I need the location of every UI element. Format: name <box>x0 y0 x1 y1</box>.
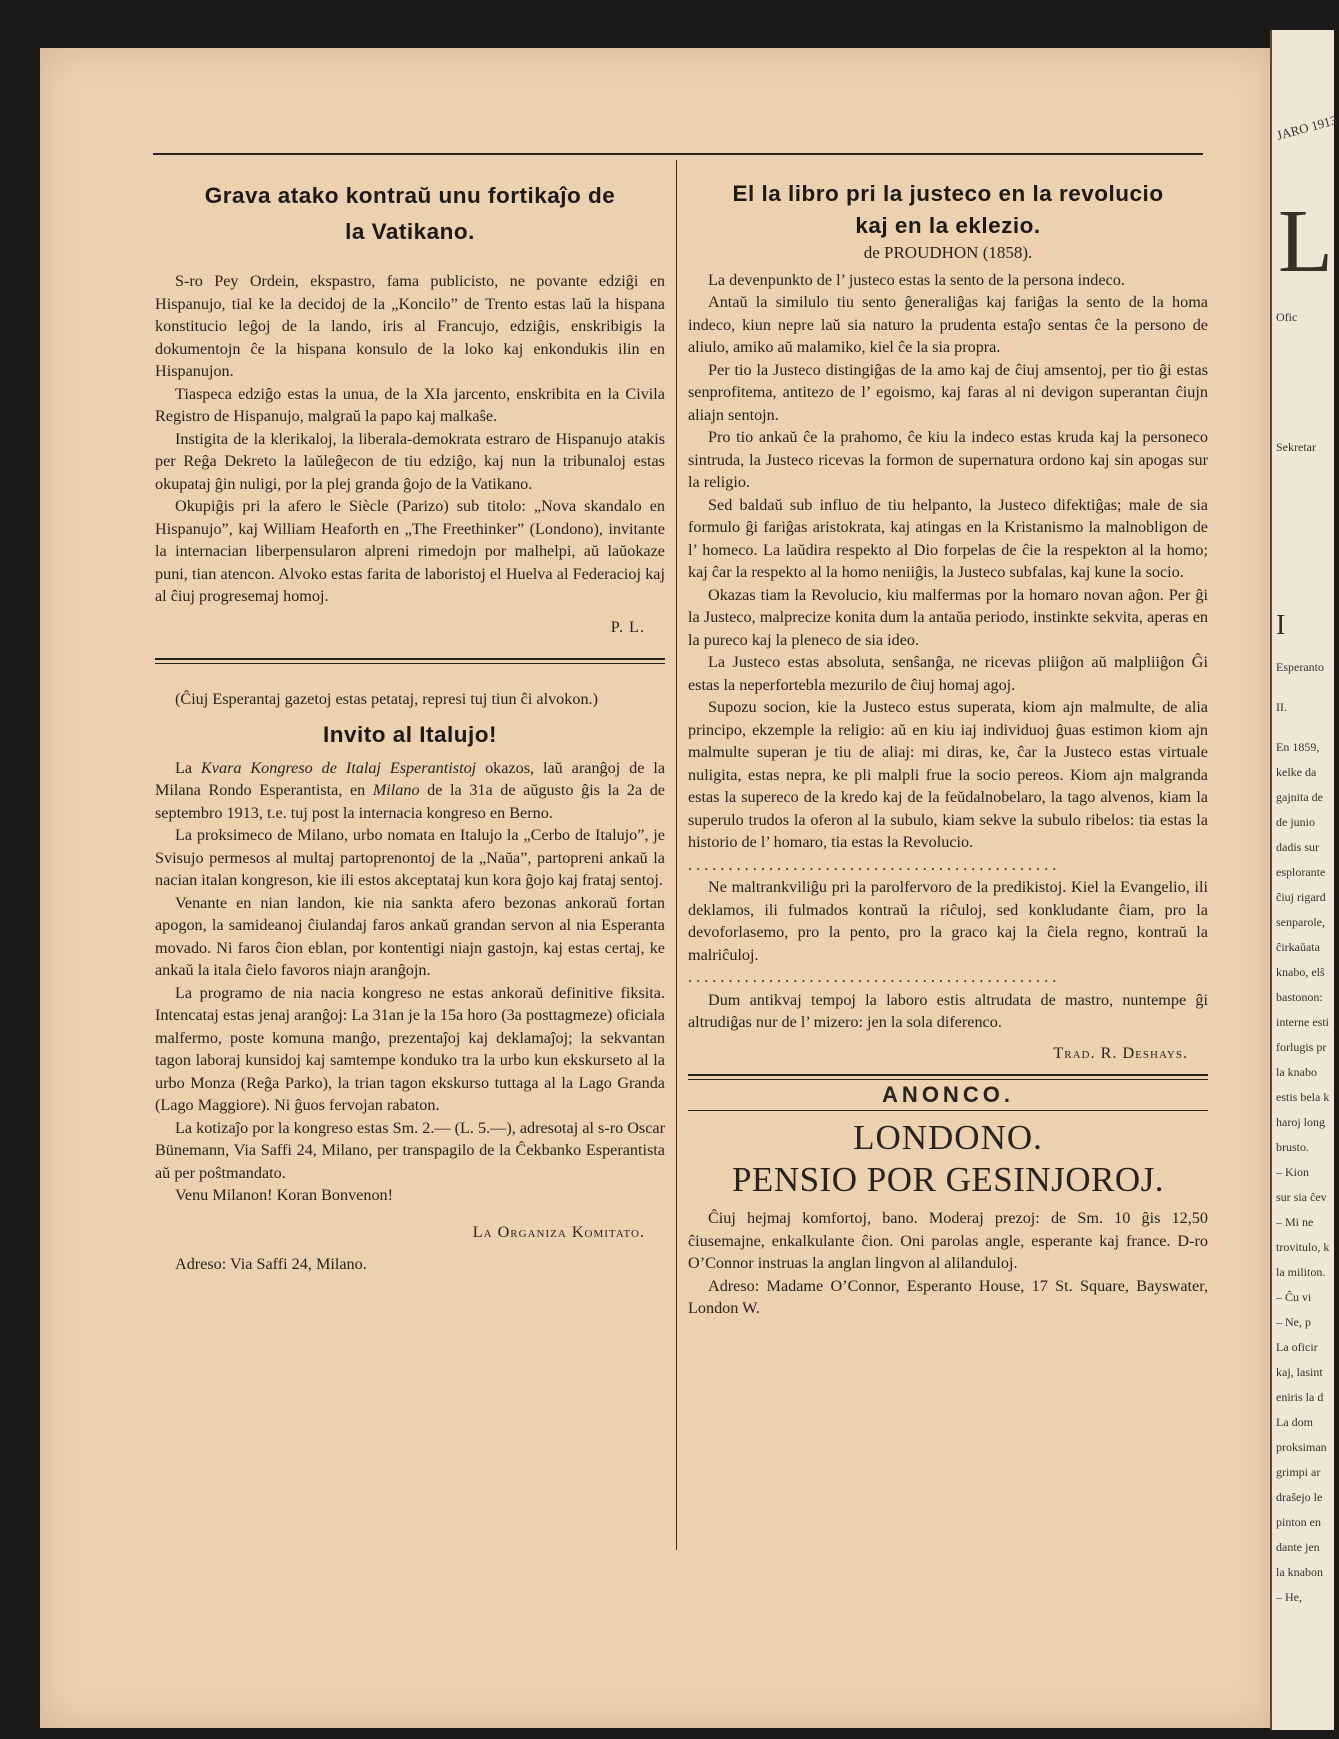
byline: de PROUDHON (1858). <box>863 243 1033 262</box>
top-rule <box>153 153 1203 155</box>
paragraph: Dum antikvaj tempoj la laboro estis altrudata de mastro, nuntempe ĝi altrudiĝas nur de l’ mizero: jen la sola diferenco. <box>688 990 1208 1031</box>
edge-text-fragment: La oficir <box>1276 1340 1318 1354</box>
edge-text-fragment: la knabon <box>1276 1565 1323 1579</box>
text: Kvara Kongreso de Italaj Esperantistoj <box>201 758 477 777</box>
edge-text-fragment: sur sia ĉev <box>1276 1190 1327 1204</box>
edge-text-fragment: haroj long <box>1276 1115 1325 1129</box>
ad-header: ANONCO. <box>882 1082 1014 1107</box>
edge-text-fragment: trovitulo, k <box>1276 1240 1330 1254</box>
ad-rule <box>688 1110 1208 1111</box>
paragraph: Sed baldaŭ sub influo de tiu helpanto, la Justeco difektiĝas; male de sia formulo ĝi fariĝas aristokrata, kaj atingas en la Kristanismo la malnobligon de l’ homeco. La laŭdira respekto al Dio forpelas de ĉie la respekton al la homo; kaj ĉar la respekto al la homo neniiĝis, la Justeco subfalas, kaj kune la socio. <box>688 495 1208 581</box>
edge-text-fragment: grimpi ar <box>1276 1465 1321 1479</box>
column-divider <box>676 160 677 1550</box>
edge-text-fragment: ĉirkaŭata <box>1276 940 1320 954</box>
paragraph: Pro tio ankaŭ ĉe la prahomo, ĉe kiu la indeco estas kruda kaj la personeco sintruda, la Justeco ricevas la formon de supernatura ordono kaj sin apogas sur la religio. <box>688 428 1208 491</box>
text: La <box>175 758 201 777</box>
ad-city: LONDONO. <box>853 1118 1043 1157</box>
paragraph: S-ro Pey Ordein, ekspastro, fama publicisto, ne povante edziĝi en Hispanujo, tial ke la decidoj de la „Koncilo” de Trento estas laŭ la hispana konstitucio leĝoj de la lando, iris al Francujo, edziĝis, enskribigis la dokumentojn ĉe la hispana konsulo de la loko kaj enkondukis ilin en Hispanujon. <box>155 272 665 380</box>
signature: Trad. R. Deshays. <box>1053 1043 1188 1062</box>
paragraph: Okazas tiam la Revolucio, kiu malfermas por la homaro novan aĝon. Per ĝi la Justeco, malprecize konita dum la antaŭa periodo, instinkte sekvita, aperas en la pureco kaj la pleneco de sia ideo. <box>688 585 1208 649</box>
paragraph: Per tio la Justeco distingiĝas de la amo kaj de ĉiuj amsentoj, per tio ĝi estas senprofitema, antitezo de l’ egoismo, kaj faras al ni devigon superantan ĉiujn aliajn sentojn. <box>688 360 1208 424</box>
adjacent-page-edge <box>1270 30 1339 1730</box>
edge-text-fragment: la knabo <box>1276 1065 1317 1079</box>
edge-text-fragment: de junio <box>1276 815 1315 829</box>
ad-paragraph: Ĉiuj hejmaj komfortoj, bano. Moderaj prezoj: de Sm. 10 ĝis 12,50 ĉiusemajne, enkalkulante ĉion. Oni parolas angle, esperante kaj france. D-ro O’Connor instruas la anglan lingvon al alilanduloj. <box>688 1209 1208 1272</box>
edge-text-fragment: draŝejo le <box>1276 1490 1323 1504</box>
edge-text-fragment: Esperanto <box>1276 660 1324 674</box>
edge-text-fragment: – Mi ne <box>1276 1215 1314 1229</box>
text: de la 31a de aŭgusto ĝis la 2a de septembro 1913, t.e. tuj post la internacia kongreso en Berno. <box>155 781 665 822</box>
edge-text-fragment: Ofic <box>1276 310 1298 324</box>
ellipsis-line: . . . . . . . . . . . . . . . . . . . . . . . . . . . . . . . . . . . . . . . . . . . . . . <box>688 968 1057 986</box>
title-line: Grava atako kontraŭ unu fortikaĵo de <box>204 183 616 208</box>
paragraph: La devenpunkto de l’ justeco estas la sento de la persona indeco. <box>708 270 1125 289</box>
note: (Ĉiuj Esperantaj gazetoj estas petataj, represi tuj tiun ĉi alvokon.) <box>175 690 598 708</box>
edge-text-fragment: Sekretar <box>1276 440 1316 454</box>
title-line: El la libro pri la justeco en la revolucio <box>732 181 1164 206</box>
title-line: kaj en la eklezio. <box>855 213 1041 238</box>
edge-text-fragment: esplorante <box>1276 865 1326 879</box>
edge-text-fragment: – Ĉu vi <box>1276 1290 1312 1304</box>
edge-text-fragment: En 1859, <box>1276 740 1320 754</box>
edge-text-fragment: interne esti <box>1276 1015 1329 1029</box>
ellipsis-line: . . . . . . . . . . . . . . . . . . . . . . . . . . . . . . . . . . . . . . . . . . . . . . <box>688 855 1057 874</box>
article-title: Invito al Italujo! <box>322 721 497 747</box>
edge-text-fragment: JARO 1913 <box>1274 112 1339 143</box>
ad-address: Adreso: Madame O’Connor, Esperanto House, 17 St. Square, Bayswater, London W. <box>688 1276 1208 1317</box>
paragraph: La programo de nia nacia kongreso ne estas ankoraŭ definitive fiksita. Intencataj estas jenaj aranĝoj: La 31an je la 15a horo (3a posttagmeze) oficiala malfermo, poste komuna manĝo, prezentaĵoj kaj deklamaĵoj; la sekvantan tagon laboraj kunsidoj kaj samtempe konduko tra la urbo kun ekskurseto al la urbo Monza (Reĝa Parko), la trian tagon ekskurso tuttaga al la Lago Granda (Lago Maggiore). Ni ĝuos fervojan rabaton. <box>155 983 665 1114</box>
edge-text-fragment: kaj, lasint <box>1276 1365 1323 1379</box>
paragraph: Antaŭ la similulo tiu sento ĝeneraliĝas kaj fariĝas la sento de la homa indeco, kiun nepre laŭ sia naturo la prudenta estaĵo sentas ĉe la persono de aliulo, amiko aŭ malamiko, kiel ĉe la sia propra. <box>688 293 1208 356</box>
edge-text-fragment: II. <box>1276 700 1287 714</box>
edge-text-fragment: ĉiuj rigard <box>1276 890 1326 904</box>
signature: P. L. <box>610 617 645 636</box>
ad-title: PENSIO POR GESINJOROJ. <box>731 1160 1165 1199</box>
paragraph: La Justeco estas absoluta, senŝanĝa, ne ricevas pliiĝon aŭ malpliiĝon Ĝi estas la neperfortebla mezurilo de ĉiuj homaj agoj. <box>688 653 1208 694</box>
edge-text-fragment: eniris la d <box>1276 1390 1324 1404</box>
edge-text-fragment: brusto. <box>1276 1140 1309 1154</box>
text: okazos, laŭ aranĝoj de la Milana Rondo Esperantista, en <box>155 758 666 799</box>
edge-text-fragment: – Ne, p <box>1276 1315 1311 1329</box>
edge-text-fragment: dadis sur <box>1276 840 1319 854</box>
edge-text-fragment: la militon. <box>1276 1265 1326 1279</box>
signature: La Organiza Komitato. <box>472 1222 645 1241</box>
paragraph: Supozu socion, kie la Justeco estus superata, kiom ajn malmulte, de alia principo, ekzemple la religio: aŭ en kiu iaj individuoj ĝuas estimon kiom ajn malmulte superan je tiu de aliaj: mi diras, ke, ĉar la Justeco estas virtuale nuligita, estas nepra, ke pli malpli frue la socio pereos. Kiom ajn malgranda estas la supereco de la kredo kaj de la feŭdalnobelaro, la tago alvenos, kiam la superulo trudos la oferon al la subulo, kiam sekve la subulo ribelos: tia estas la historio de l’ homaro, tia estas la Revolucio. <box>688 698 1208 851</box>
address: Adreso: Via Saffi 24, Milano. <box>175 1255 367 1273</box>
edge-text-fragment: proksiman <box>1276 1440 1327 1454</box>
edge-text-fragment: estis bela k <box>1276 1090 1330 1104</box>
left-column <box>155 178 665 1276</box>
paragraph: Instigita de la klerikaloj, la liberala-demokrata estraro de Hispanujo atakis per Reĝa Dekreto la laŭleĝecon de tiu edziĝo, kaj nun la tribunaloj estas okupataj ĝin nuligi, por la plej granda ĝojo de la Vatikano. <box>155 429 665 493</box>
text: Milano <box>372 781 420 799</box>
edge-text-fragment: forlugis pr <box>1276 1040 1327 1054</box>
edge-text-fragment: – Kion <box>1276 1165 1309 1179</box>
paragraph: Venu Milanon! Koran Bonvenon! <box>175 1186 394 1204</box>
edge-text-fragment: kelke da <box>1276 765 1317 779</box>
right-column <box>688 178 1208 1320</box>
paragraph: La proksimeco de Milano, urbo nomata en Italujo la „Cerbo de Italujo”, je Svisujo permesos al multaj partoprenontoj de la „Naŭa”, partopreni ankaŭ la nacian italan kongreson, kie ili estos akceptataj kun kora ĝojo kaj frataj sentoj. <box>155 826 665 889</box>
edge-text-fragment: L <box>1278 192 1333 291</box>
article-title <box>155 178 665 250</box>
paragraph: Okupiĝis pri la afero le Siècle (Parizo) sub titolo: „Nova skandalo en Hispanujo”, kaj William Heaforth en „The Freethinker” (Londono), invitante la internacian liberpensularon alpreni rimedojn por malhelpi, aŭ laŭokaze puni, tian atencon. Alvoko estas farita de laboristoj el Huelva al Federacioj kaj al ĉiuj progresemaj homoj. <box>155 497 665 605</box>
paragraph: Venante en nian landon, kie nia sankta afero bezonas ankoraŭ fortan apogon, la samideanoj ĉiulandaj faros ankaŭ grandan servon al nia Esperanta movado. Ni faros ĉion eblan, por kontentigi niajn gastojn, kaj estas certaj, ke ankaŭ la itala ĉielo favoros niajn aranĝojn. <box>155 893 665 979</box>
article-title <box>688 178 1208 242</box>
paragraph: Tiaspeca edziĝo estas la unua, de la XIa jarcento, enskribita en la Civila Registro de Hispanujo, malgraŭ la papo kaj malkaŝe. <box>155 384 665 425</box>
edge-text-fragment: pinton en <box>1276 1515 1321 1529</box>
edge-text-fragment: bastonon: <box>1276 990 1323 1004</box>
edge-text-fragment: knabo, elŝ <box>1276 965 1325 979</box>
paragraph: La kotizaĵo por la kongreso estas Sm. 2.— (L. 5.—), adresotaj al s-ro Oscar Bünemann, Via Saffi 24, Milano, per transpagilo de la Ĉekbanko Esperantista aŭ per poŝtmandato. <box>155 1118 665 1182</box>
paragraph: Ne maltrankviliĝu pri la parolfervoro de la predikistoj. Kiel la Evangelio, ili deklamos, ili fulmados kontraŭ la riĉuloj, sed konkludante ĉiam, pro la devoforlasemo, pro la pento, pro la graco kaj la ĉiela regno, kontraŭ la malriĉuloj. <box>688 878 1208 964</box>
edge-text-fragment: gajnita de <box>1276 790 1323 804</box>
edge-text-fragment: dante jen <box>1276 1540 1320 1554</box>
edge-text-fragment: senparole, <box>1276 915 1325 929</box>
edge-text-fragment: I <box>1276 610 1286 641</box>
paragraph <box>155 757 665 825</box>
edge-text-fragment: – He, <box>1276 1590 1302 1604</box>
title-line: la Vatikano. <box>345 219 475 244</box>
edge-text-fragment: La dom <box>1276 1415 1313 1429</box>
